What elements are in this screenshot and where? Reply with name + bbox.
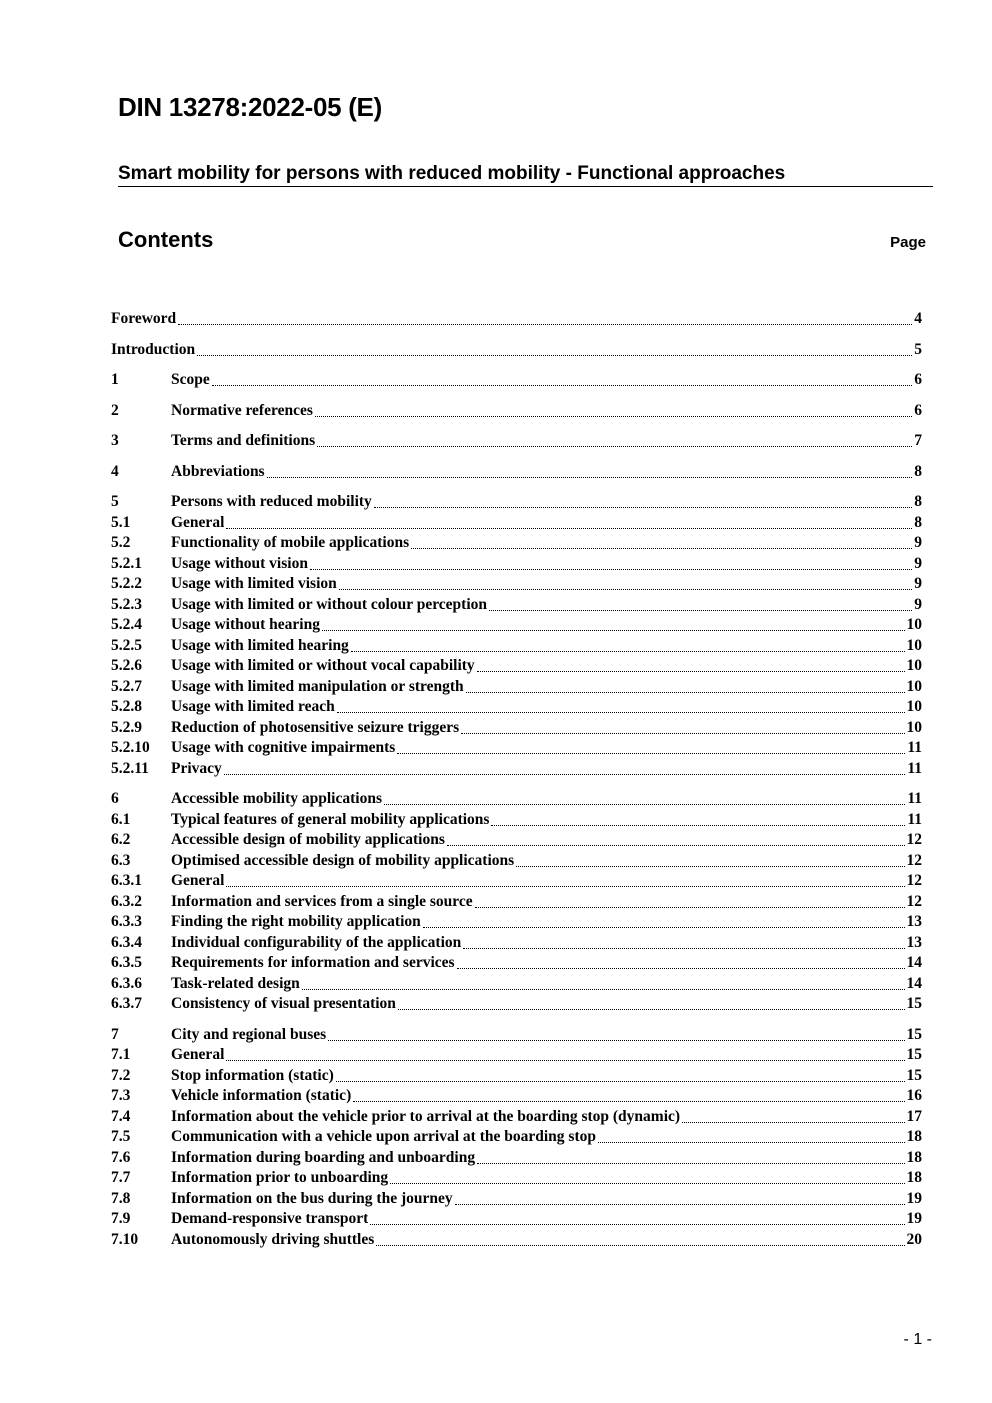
toc-leader-dots (397, 752, 905, 754)
toc-entry-number: 6 (111, 790, 119, 807)
toc-leader-dots (477, 1162, 904, 1164)
toc-leader-dots (178, 323, 912, 325)
toc-entry-number: 5.1 (111, 513, 131, 531)
toc-entry[interactable] (111, 1189, 922, 1210)
toc-entry-number: 5.2.3 (111, 595, 142, 613)
toc-entry-page: 5 (914, 340, 922, 358)
toc-entry-page: 10 (906, 657, 922, 674)
toc-entry-page: 18 (906, 1169, 922, 1186)
toc-entry-title: Usage with cognitive impairments (171, 739, 396, 756)
toc-entry-title: Information on the bus during the journey (171, 1189, 453, 1207)
toc-entry[interactable] (111, 513, 922, 534)
toc-entry-page: 9 (914, 595, 922, 613)
toc-leader-dots (226, 1059, 904, 1061)
toc-leader-dots (457, 967, 905, 969)
toc-entry[interactable] (111, 1045, 922, 1066)
toc-entry[interactable] (111, 1107, 922, 1128)
toc-entry-title: Information prior to unboarding (171, 1169, 389, 1186)
toc-entry-page: 12 (906, 851, 922, 869)
toc-entry-number: 7.5 (111, 1128, 131, 1145)
toc-entry[interactable] (111, 370, 922, 391)
toc-leader-dots (466, 691, 905, 693)
toc-entry-page: 13 (906, 933, 922, 951)
toc-entry-page: 20 (906, 1230, 922, 1248)
document-number: DIN 13278:2022-05 (E) (118, 92, 382, 122)
toc-leader-dots (455, 1203, 905, 1205)
toc-entry-number: 5.2.8 (111, 698, 142, 715)
toc-entry-number: 6.1 (111, 810, 131, 828)
toc-entry-number: 6.3.5 (111, 954, 142, 971)
toc-leader-dots (302, 988, 905, 990)
toc-entry-title: Individual configurability of the application (171, 933, 462, 951)
toc-entry-number: 7.6 (111, 1148, 131, 1166)
toc-entry-page: 9 (914, 534, 922, 551)
toc-entry-page: 15 (906, 1066, 922, 1084)
toc-leader-dots (224, 773, 906, 775)
toc-entry-title: Reduction of photosensitive seizure triggers (171, 718, 460, 736)
toc-entry-page: 11 (907, 810, 922, 828)
toc-leader-dots (336, 1080, 905, 1082)
toc-entry-page: 10 (906, 698, 922, 715)
toc-entry[interactable] (111, 595, 922, 616)
toc-entry-number: 5.2.4 (111, 616, 142, 633)
toc-entry-title: Usage without vision (171, 554, 308, 572)
toc-entry[interactable] (111, 492, 922, 513)
toc-entry[interactable] (111, 994, 922, 1015)
toc-entry[interactable] (111, 1209, 922, 1230)
toc-entry[interactable] (111, 974, 922, 995)
toc-entry[interactable] (111, 677, 922, 698)
toc-entry-number: 7.10 (111, 1230, 139, 1248)
toc-entry-title: Demand-responsive transport (171, 1210, 369, 1227)
toc-entry-number: 7.9 (111, 1210, 131, 1227)
toc-entry-title: Usage without hearing (171, 616, 320, 633)
contents-heading: Contents (118, 227, 214, 252)
toc-entry-number: 7.8 (111, 1189, 131, 1207)
toc-leader-dots (351, 650, 905, 652)
toc-entry-page: 13 (906, 913, 922, 930)
toc-entry-page: 6 (914, 371, 922, 388)
toc-entry-number: 7 (111, 1025, 119, 1043)
toc-entry[interactable] (111, 533, 922, 554)
toc-entry-title: Finding the right mobility application (171, 913, 421, 930)
toc-leader-dots (489, 609, 912, 611)
toc-entry-number: 7.3 (111, 1087, 131, 1104)
toc-entry[interactable] (111, 554, 922, 575)
toc-entry-page: 8 (914, 513, 922, 531)
toc-entry-title: Introduction (111, 340, 196, 358)
toc-entry[interactable] (111, 1025, 922, 1046)
toc-leader-dots (267, 476, 913, 478)
toc-leader-dots (337, 711, 905, 713)
toc-entry-page: 19 (906, 1189, 922, 1207)
toc-entry-title: Communication with a vehicle upon arrival at the boarding stop (171, 1128, 596, 1145)
toc-entry[interactable] (111, 1148, 922, 1169)
toc-entry-page: 18 (906, 1148, 922, 1166)
toc-entry-title: Normative references (171, 401, 313, 419)
toc-entry-number: 5.2.6 (111, 657, 142, 674)
toc-entry[interactable] (111, 810, 922, 831)
toc-entry-page: 11 (907, 739, 922, 756)
toc-leader-dots (516, 865, 904, 867)
toc-entry-number: 6.3.1 (111, 872, 142, 889)
toc-leader-dots (374, 506, 912, 508)
toc-entry-title: Optimised accessible design of mobility applications (171, 851, 515, 869)
toc-leader-dots (197, 354, 912, 356)
toc-entry[interactable] (111, 636, 922, 657)
toc-entry-number: 5.2.2 (111, 575, 142, 592)
toc-entry[interactable] (111, 912, 922, 933)
toc-entry-page: 14 (906, 954, 922, 971)
toc-entry-title: Typical features of general mobility applications (171, 810, 490, 828)
table-of-contents (111, 309, 922, 1250)
toc-entry-title: General (171, 872, 225, 889)
toc-leader-dots (310, 568, 912, 570)
toc-entry[interactable] (111, 615, 922, 636)
toc-entry[interactable] (111, 1066, 922, 1087)
toc-entry-page: 14 (906, 974, 922, 992)
toc-entry[interactable] (111, 1230, 922, 1251)
toc-entry-number: 6.3.2 (111, 892, 142, 910)
toc-entry-title: Autonomously driving shuttles (171, 1230, 375, 1248)
toc-entry-number: 5.2.11 (111, 759, 149, 777)
toc-leader-dots (477, 670, 905, 672)
toc-entry[interactable] (111, 697, 922, 718)
toc-leader-dots (491, 824, 905, 826)
toc-entry-number: 4 (111, 462, 119, 480)
toc-entry-number: 7.1 (111, 1046, 131, 1063)
toc-entry-title: Usage with limited vision (171, 575, 337, 592)
toc-entry-number: 7.2 (111, 1066, 131, 1084)
toc-entry-number: 5.2.10 (111, 739, 150, 756)
toc-entry-number: 5.2.5 (111, 636, 142, 654)
toc-leader-dots (212, 384, 913, 386)
toc-entry-number: 5.2.7 (111, 677, 142, 695)
toc-entry-number: 6.3 (111, 851, 131, 869)
toc-entry-title: Usage with limited or without colour perception (171, 595, 488, 613)
toc-leader-dots (317, 445, 912, 447)
toc-entry-page: 18 (906, 1128, 922, 1145)
toc-entry-number: 6.3.3 (111, 913, 142, 930)
toc-entry[interactable] (111, 830, 922, 851)
toc-entry-page: 12 (906, 831, 922, 848)
toc-leader-dots (682, 1121, 904, 1123)
toc-entry-number: 7.4 (111, 1107, 131, 1125)
toc-leader-dots (461, 732, 904, 734)
toc-entry-number: 6.3.6 (111, 974, 142, 992)
toc-leader-dots (398, 1008, 905, 1010)
toc-entry-page: 9 (914, 575, 922, 592)
toc-entry[interactable] (111, 431, 922, 452)
toc-entry-title: Information about the vehicle prior to arrival at the boarding stop (dynamic) (171, 1107, 681, 1125)
toc-entry[interactable] (111, 933, 922, 954)
toc-entry-title: Usage with limited reach (171, 698, 335, 715)
toc-entry[interactable] (111, 309, 922, 330)
toc-entry-title: Persons with reduced mobility (171, 493, 372, 510)
toc-entry[interactable] (111, 1086, 922, 1107)
toc-leader-dots (376, 1244, 904, 1246)
toc-entry-number: 3 (111, 432, 119, 449)
toc-entry[interactable] (111, 789, 922, 810)
toc-entry-page: 10 (906, 718, 922, 736)
toc-entry[interactable] (111, 892, 922, 913)
toc-entry-number: 5.2 (111, 534, 131, 551)
toc-entry[interactable] (111, 401, 922, 422)
toc-entry-number: 5.2.9 (111, 718, 142, 736)
toc-entry-page: 10 (906, 677, 922, 695)
toc-entry-title: Abbreviations (171, 462, 265, 480)
toc-entry-number: 1 (111, 371, 119, 388)
toc-entry[interactable] (111, 656, 922, 677)
document-subtitle: Smart mobility for persons with reduced mobility - Functional approaches (118, 163, 933, 187)
toc-entry-title: Foreword (111, 310, 177, 327)
toc-entry[interactable] (111, 1127, 922, 1148)
toc-entry[interactable] (111, 759, 922, 780)
toc-entry-page: 15 (906, 1025, 922, 1043)
toc-entry[interactable] (111, 462, 922, 483)
toc-entry[interactable] (111, 738, 922, 759)
toc-leader-dots (339, 588, 912, 590)
toc-entry-page: 10 (906, 616, 922, 633)
toc-entry-page: 11 (907, 790, 922, 807)
toc-entry-number: 7.7 (111, 1169, 131, 1186)
toc-leader-dots (353, 1100, 904, 1102)
toc-entry[interactable] (111, 851, 922, 872)
toc-entry-number: 6.3.7 (111, 995, 142, 1012)
toc-entry[interactable] (111, 340, 922, 361)
page-column-label: Page (890, 234, 926, 251)
toc-entry-title: Privacy (171, 759, 222, 777)
toc-entry-title: General (171, 513, 225, 531)
toc-leader-dots (328, 1039, 904, 1041)
toc-entry-page: 8 (914, 462, 922, 480)
toc-entry-page: 12 (906, 892, 922, 910)
toc-entry-page: 16 (906, 1087, 922, 1104)
toc-entry-title: General (171, 1046, 225, 1063)
toc-entry-title: Terms and definitions (171, 432, 316, 449)
toc-entry-page: 10 (906, 636, 922, 654)
toc-entry[interactable] (111, 718, 922, 739)
toc-entry-page: 19 (906, 1210, 922, 1227)
toc-leader-dots (598, 1141, 905, 1143)
toc-leader-dots (475, 906, 905, 908)
toc-leader-dots (447, 844, 905, 846)
toc-leader-dots (423, 926, 905, 928)
toc-entry-title: Vehicle information (static) (171, 1087, 352, 1104)
toc-entry-page: 12 (906, 872, 922, 889)
toc-entry[interactable] (111, 871, 922, 892)
toc-entry[interactable] (111, 574, 922, 595)
toc-entry-title: Scope (171, 371, 210, 388)
toc-entry-page: 9 (914, 554, 922, 572)
toc-entry-number: 5 (111, 493, 119, 510)
footer-page-number: - 1 - (903, 1331, 932, 1348)
toc-leader-dots (226, 527, 912, 529)
toc-entry[interactable] (111, 953, 922, 974)
toc-entry-title: Task-related design (171, 974, 300, 992)
toc-entry-page: 15 (906, 1046, 922, 1063)
toc-leader-dots (384, 803, 905, 805)
toc-leader-dots (411, 547, 912, 549)
toc-entry-title: Consistency of visual presentation (171, 995, 396, 1012)
toc-entry-title: City and regional buses (171, 1025, 327, 1043)
toc-leader-dots (370, 1223, 904, 1225)
toc-entry-page: 8 (914, 493, 922, 510)
toc-entry-number: 6.3.4 (111, 933, 142, 951)
toc-entry-title: Accessible design of mobility applications (171, 831, 445, 848)
toc-leader-dots (322, 629, 905, 631)
toc-entry-title: Functionality of mobile applications (171, 534, 410, 551)
toc-entry-title: Usage with limited hearing (171, 636, 349, 654)
toc-entry-page: 15 (906, 995, 922, 1012)
toc-entry-number: 5.2.1 (111, 554, 142, 572)
toc-entry-title: Usage with limited or without vocal capability (171, 657, 475, 674)
toc-entry-title: Information and services from a single source (171, 892, 473, 910)
toc-entry-title: Information during boarding and unboarding (171, 1148, 476, 1166)
toc-entry-title: Usage with limited manipulation or strength (171, 677, 464, 695)
toc-leader-dots (315, 415, 912, 417)
toc-entry-number: 6.2 (111, 831, 131, 848)
toc-entry-page: 6 (914, 401, 922, 419)
toc-entry-page: 11 (907, 759, 922, 777)
toc-leader-dots (390, 1182, 904, 1184)
toc-entry-page: 4 (914, 310, 922, 327)
toc-entry-title: Stop information (static) (171, 1066, 334, 1084)
toc-entry-page: 7 (914, 432, 922, 449)
toc-entry[interactable] (111, 1168, 922, 1189)
toc-leader-dots (226, 885, 904, 887)
toc-entry-page: 17 (906, 1107, 922, 1125)
toc-entry-title: Requirements for information and services (171, 954, 455, 971)
toc-leader-dots (463, 947, 904, 949)
toc-entry-number: 2 (111, 401, 119, 419)
toc-entry-title: Accessible mobility applications (171, 790, 382, 807)
